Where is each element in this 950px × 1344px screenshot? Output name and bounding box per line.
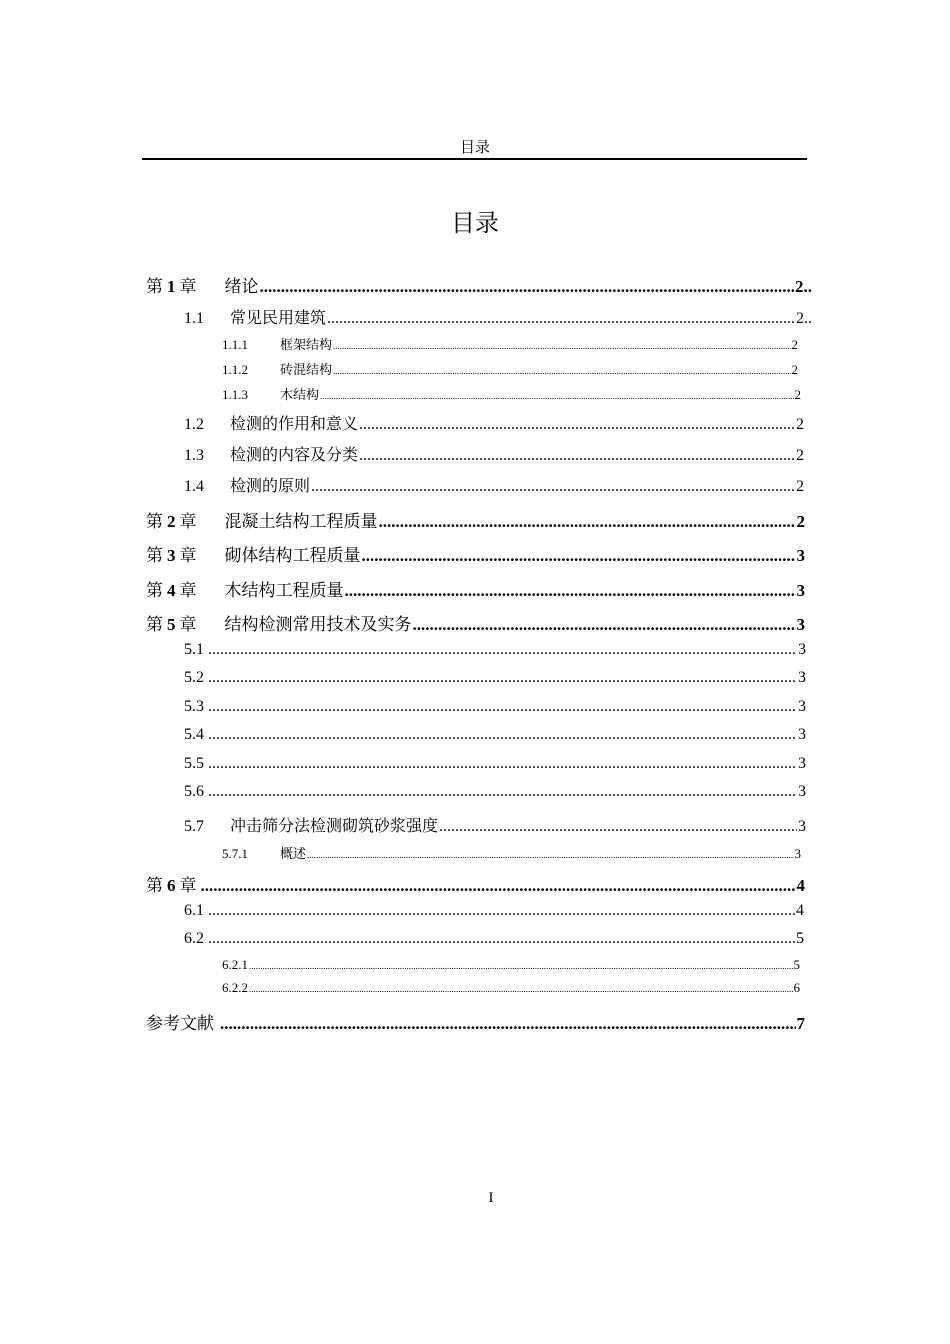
chapter-number: 1 <box>167 277 176 296</box>
dot-leader <box>439 818 797 836</box>
chapter-number: 3 <box>167 546 176 565</box>
page-ref: 3 <box>796 581 805 600</box>
chapter-prefix: 第 <box>146 546 163 566</box>
references-title: 参考文献 <box>146 1014 214 1034</box>
toc-entry-6-2-2[interactable] <box>222 980 800 996</box>
page-ref: 3 <box>798 669 806 686</box>
chapter-prefix: 第 <box>146 512 163 532</box>
subsection-number: 5.7.1 <box>222 846 248 861</box>
section-number: 6.1 <box>184 902 204 919</box>
chapter-title: 绪论 <box>224 277 259 297</box>
dot-leader <box>379 512 796 532</box>
dot-leader <box>345 581 796 601</box>
chapter-title: 木结构工程质量 <box>224 581 344 601</box>
toc-entry-5-6[interactable] <box>184 783 806 801</box>
chapter-title: 混凝土结构工程质量 <box>224 512 378 532</box>
chapter-suffix: 章 <box>179 581 197 601</box>
dot-leader <box>201 876 796 896</box>
dot-leader <box>208 783 797 801</box>
chapter-number: 6 <box>167 876 176 895</box>
page-ref: 2 <box>796 416 804 433</box>
page-ref: 3 <box>798 641 806 658</box>
section-number: 5.3 <box>184 698 204 715</box>
page-header-title: 目录 <box>459 138 490 156</box>
dot-leader <box>333 366 790 376</box>
page-ref: 4 <box>796 876 805 895</box>
section-number: 5.2 <box>184 669 204 686</box>
section-title: 冲击筛分法检测砌筑砂浆强度 <box>230 816 439 835</box>
section-number: 5.7 <box>184 818 204 835</box>
dot-leader <box>260 277 795 297</box>
toc-entry-5-1[interactable] <box>184 641 806 659</box>
toc-entry-chapter-3[interactable] <box>146 541 805 566</box>
dot-leader <box>333 341 790 351</box>
chapter-prefix: 第 <box>146 615 163 635</box>
subsection-title: 概述 <box>280 847 307 862</box>
toc-entry-5-5[interactable] <box>184 755 806 773</box>
dot-leader <box>307 850 793 860</box>
dot-leader <box>249 961 793 971</box>
section-number: 6.2 <box>184 930 204 947</box>
dot-leader <box>362 546 796 566</box>
toc-entry-5-3[interactable] <box>184 698 806 716</box>
section-number: 1.1 <box>184 310 204 327</box>
section-number: 1.2 <box>184 416 204 433</box>
toc-entry-6-2-1[interactable] <box>222 957 800 973</box>
section-number: 1.4 <box>184 478 204 495</box>
chapter-suffix: 章 <box>179 615 197 635</box>
toc-entry-5-2[interactable] <box>184 669 806 687</box>
dot-leader <box>208 641 797 659</box>
chapter-suffix: 章 <box>179 277 197 297</box>
toc-entry-chapter-5[interactable] <box>146 610 805 635</box>
toc-entry-1-3[interactable] <box>184 442 804 465</box>
page-ref: 4 <box>796 902 804 919</box>
section-title: 检测的内容及分类 <box>230 445 359 464</box>
chapter-number: 4 <box>167 581 176 600</box>
dot-leader <box>208 698 797 716</box>
toc-entry-1-1-1[interactable] <box>222 334 798 353</box>
dot-leader <box>208 726 797 744</box>
subsection-number: 6.2.1 <box>222 957 248 972</box>
page-ref: 3 <box>798 783 806 800</box>
toc-entry-1-1-3[interactable] <box>222 384 801 403</box>
page-ref: 2 <box>796 478 804 495</box>
toc-entry-1-2[interactable] <box>184 411 804 434</box>
section-title: 常见民用建筑 <box>230 308 327 327</box>
page-ref: 3 <box>798 698 806 715</box>
section-number: 5.1 <box>184 641 204 658</box>
page-ref: 2.. <box>795 277 812 296</box>
dot-leader <box>320 391 793 401</box>
subsection-number: 1.1.2 <box>222 362 248 377</box>
dot-leader <box>220 1014 796 1034</box>
dot-leader <box>208 902 795 920</box>
subsection-number: 1.1.3 <box>222 387 248 402</box>
dot-leader <box>249 984 793 994</box>
page-ref: 3 <box>794 846 801 861</box>
chapter-number: 2 <box>167 512 176 531</box>
chapter-prefix: 第 <box>146 277 163 297</box>
toc-entry-references[interactable] <box>146 1009 805 1034</box>
page-ref: 3 <box>798 818 806 835</box>
page-number: I <box>488 1190 494 1206</box>
page-ref: 5 <box>796 930 804 947</box>
toc-entry-5-7-1[interactable] <box>222 843 801 862</box>
toc-entry-5-4[interactable] <box>184 726 806 744</box>
toc-entry-chapter-1[interactable] <box>146 272 812 297</box>
subsection-title: 框架结构 <box>280 338 333 353</box>
toc-entry-6-2[interactable] <box>184 930 804 948</box>
toc-entry-chapter-2[interactable] <box>146 507 805 532</box>
dot-leader <box>359 416 795 434</box>
subsection-title: 砖混结构 <box>280 363 333 378</box>
chapter-number: 5 <box>167 615 176 634</box>
page-ref: 2.. <box>796 310 812 327</box>
page-ref: 3 <box>796 615 805 634</box>
doc-title: 目录 <box>451 209 499 237</box>
section-number: 5.6 <box>184 783 204 800</box>
chapter-suffix: 章 <box>179 546 197 566</box>
subsection-number: 6.2.2 <box>222 980 248 995</box>
chapter-suffix: 章 <box>179 876 197 896</box>
page-ref: 2 <box>791 337 798 352</box>
page-ref: 6 <box>793 980 800 995</box>
dot-leader <box>413 615 796 635</box>
toc-entry-6-1[interactable] <box>184 902 804 920</box>
chapter-title: 砌体结构工程质量 <box>224 546 361 566</box>
page-ref: 5 <box>793 957 800 972</box>
page-ref: 2 <box>796 447 804 464</box>
section-title: 检测的原则 <box>230 476 311 495</box>
dot-leader <box>327 310 795 328</box>
page-ref: 3 <box>798 726 806 743</box>
subsection-title: 木结构 <box>280 388 320 403</box>
dot-leader <box>311 478 795 496</box>
toc-entry-chapter-6[interactable] <box>146 871 805 896</box>
toc-entry-1-1-2[interactable] <box>222 359 798 378</box>
section-number: 5.5 <box>184 755 204 772</box>
page-header-rule <box>142 158 807 160</box>
page-ref: 7 <box>796 1014 805 1033</box>
page-ref: 2 <box>791 362 798 377</box>
dot-leader <box>208 755 797 773</box>
section-number: 5.4 <box>184 726 204 743</box>
section-title: 检测的作用和意义 <box>230 414 359 433</box>
chapter-prefix: 第 <box>146 581 163 601</box>
toc-entry-5-7[interactable] <box>184 813 806 836</box>
toc-entry-1-1[interactable] <box>184 305 812 328</box>
section-number: 1.3 <box>184 447 204 464</box>
chapter-suffix: 章 <box>179 512 197 532</box>
dot-leader <box>208 930 795 948</box>
toc-entry-chapter-4[interactable] <box>146 576 805 601</box>
page-ref: 3 <box>798 755 806 772</box>
chapter-prefix: 第 <box>146 876 163 896</box>
page-ref: 2 <box>794 387 801 402</box>
toc-entry-1-4[interactable] <box>184 473 804 496</box>
dot-leader <box>208 669 797 687</box>
subsection-number: 1.1.1 <box>222 337 248 352</box>
chapter-title: 结构检测常用技术及实务 <box>224 615 412 635</box>
page-ref: 2 <box>796 512 805 531</box>
dot-leader <box>359 447 795 465</box>
page-ref: 3 <box>796 546 805 565</box>
